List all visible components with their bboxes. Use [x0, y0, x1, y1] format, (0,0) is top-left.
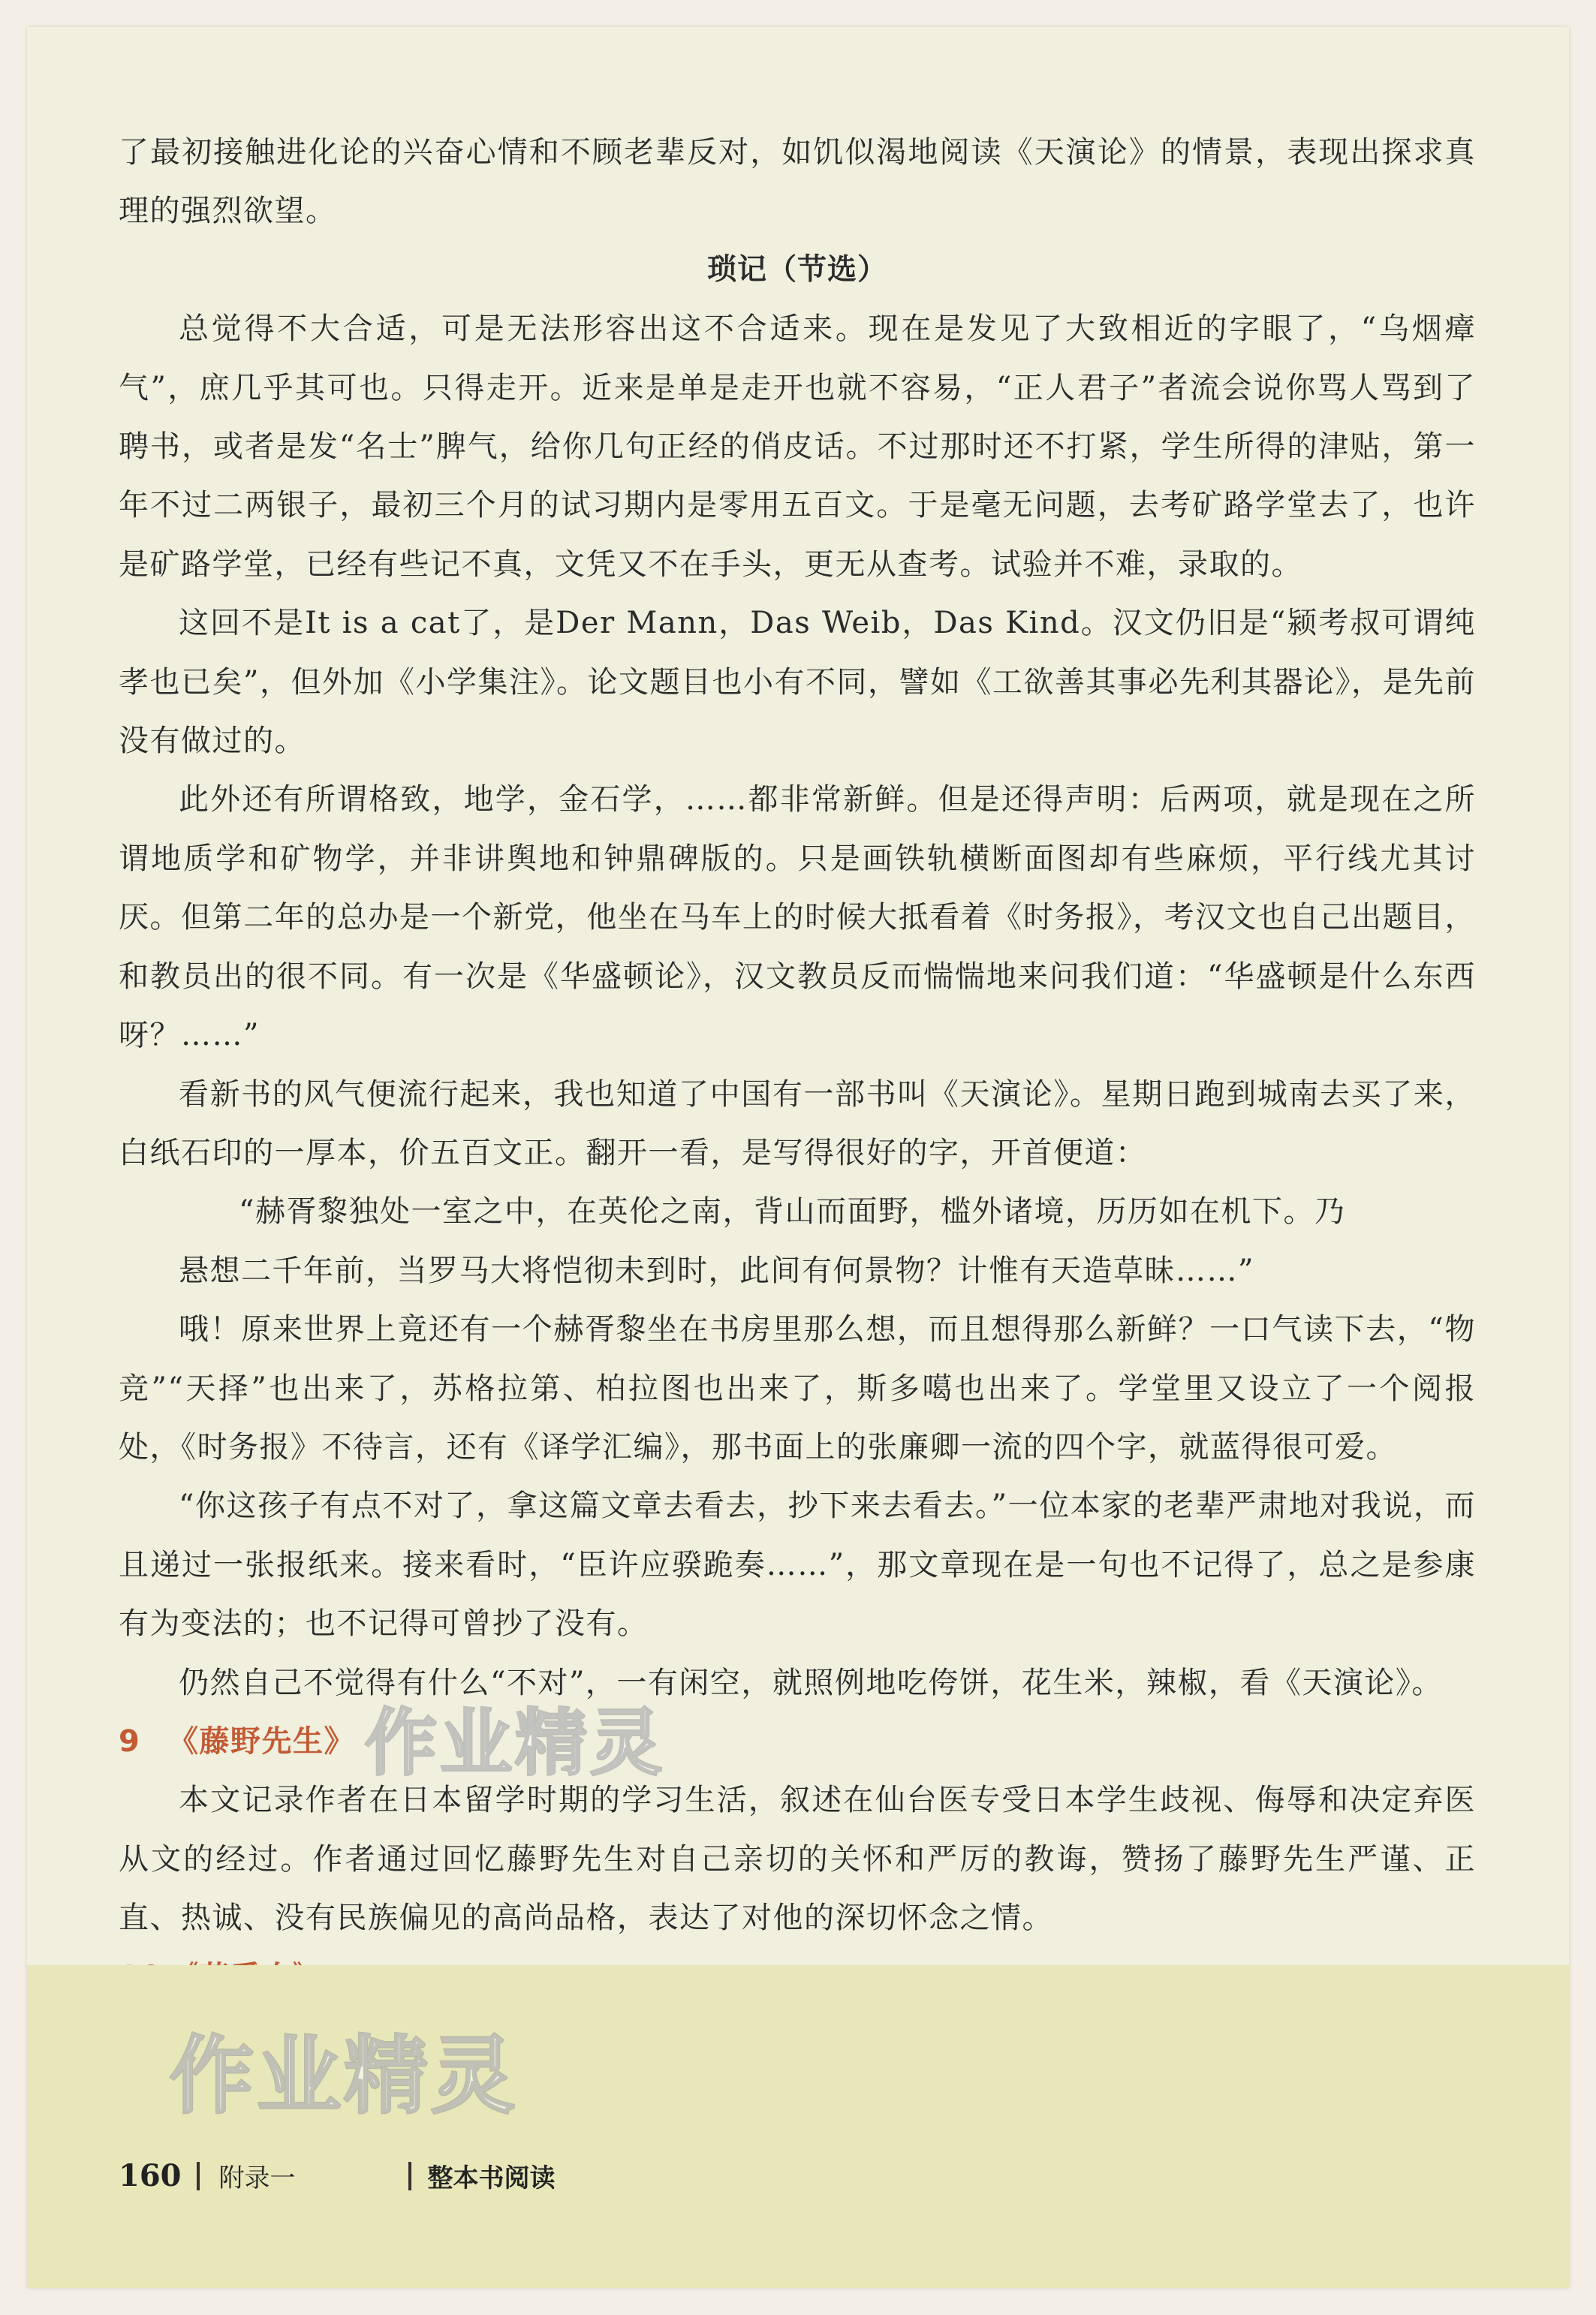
paragraph-2: 这回不是It is a cat了，是Der Mann，Das Weib，Das Kind。汉文仍旧是“颍考叔可谓纯孝也已矣”，但外加《小学集注》。论文题目也小有不同，譬如《工欲善其事必先利其器论》，是先前没有做过的。	[119, 606, 1476, 759]
paragraph-7: 仍然自己不觉得有什么“不对”，一有闲空，就照例地吃侉饼，花生米，辣椒，看《天演论》。	[179, 1665, 1443, 1700]
paragraph-5: 哦！原来世界上竟还有一个赫胥黎坐在书房里那么想，而且想得那么新鲜？一口气读下去，“物竞”“天择”也出来了，苏格拉第、柏拉图也出来了，斯多噶也出来了。学堂里又设立了一个阅报处，《时务报》不待言，还有《译学汇编》，那书面上的张廉卿一流的四个字，就蓝得很可爱。	[119, 1312, 1476, 1465]
quote-line-2: 悬想二千年前，当罗马大将恺彻未到时，此间有何景物？计惟有天造草昧……”	[179, 1253, 1254, 1288]
footer-appendix: 附录一	[218, 2163, 296, 2193]
footer-section: 整本书阅读	[427, 2163, 556, 2193]
paragraph-4: 看新书的风气便流行起来，我也知道了中国有一部书叫《天演论》。星期日跑到城南去买了来，白纸石印的一厚本，价五百文正。翻开一看，是写得很好的字，开首便道：	[119, 1076, 1476, 1170]
watermark: 作业精灵	[170, 2028, 518, 2125]
entry-title: 《藤野先生》	[168, 1723, 355, 1759]
book-page	[27, 27, 1569, 2288]
intro-paragraph: 了最初接触进化论的兴奋心情和不顾老辈反对，如饥似渴地阅读《天演论》的情景，表现出探求真理的强烈欲望。	[119, 135, 1476, 229]
section-title: 琐记（节选）	[706, 252, 887, 287]
footer-band	[27, 1965, 1569, 2288]
paragraph-3: 此外还有所谓格致，地学，金石学，……都非常新鲜。但是还得声明：后两项，就是现在之所谓地质学和矿物学，并非讲舆地和钟鼎碑版的。只是画铁轨横断面图却有些麻烦，平行线尤其讨厌。但第二年的总办是一个新党，他坐在马车上的时候大抵看着《时务报》，考汉文也自己出题目，和教员出的很不同。有一次是《华盛顿论》，汉文教员反而惴惴地来问我们道：“华盛顿是什么东西呀？……”	[119, 782, 1476, 1053]
footer-divider	[408, 2162, 411, 2190]
entry-heading	[119, 1712, 1476, 1771]
watermark: 作业精灵	[365, 1701, 665, 1785]
entry-number: 9	[119, 1723, 141, 1759]
page-number: 160	[119, 2158, 182, 2193]
paragraph-1: 总觉得不大合适，可是无法形容出这不合适来。现在是发见了大致相近的字眼了，“乌烟瘴气”，庶几乎其可也。只得走开。近来是单是走开也就不容易，“正人君子”者流会说你骂人骂到了聘书，或者是发“名士”脾气，给你几句正经的俏皮话。不过那时还不打紧，学生所得的津贴，第一年不过二两银子，最初三个月的试习期内是零用五百文。于是毫无问题，去考矿路学堂去了，也许是矿路学堂，已经有些记不真，文凭又不在手头，更无从查考。试验并不难，录取的。	[119, 312, 1476, 582]
page-content	[119, 123, 1476, 2065]
entry-text: 本文记录作者在日本留学时期的学习生活，叙述在仙台医专受日本学生歧视、侮辱和决定弃医从文的经过。作者通过回忆藤野先生对自己亲切的关怀和严厉的教诲，赞扬了藤野先生严谨、正直、热诚、没有民族偏见的高尚品格，表达了对他的深切怀念之情。	[119, 1783, 1476, 1936]
quote-line-1: “赫胥黎独处一室之中，在英伦之南，背山而面野，槛外诸境，历历如在机下。乃	[239, 1194, 1346, 1230]
page-footer	[119, 2157, 556, 2194]
paragraph-6: “你这孩子有点不对了，拿这篇文章去看去，抄下来去看去。”一位本家的老辈严肃地对我说，而且递过一张报纸来。接来看时，“臣许应骙跪奏……”，那文章现在是一句也不记得了，总之是参康有为变法的；也不记得可曾抄了没有。	[119, 1489, 1476, 1642]
footer-divider	[197, 2162, 200, 2190]
